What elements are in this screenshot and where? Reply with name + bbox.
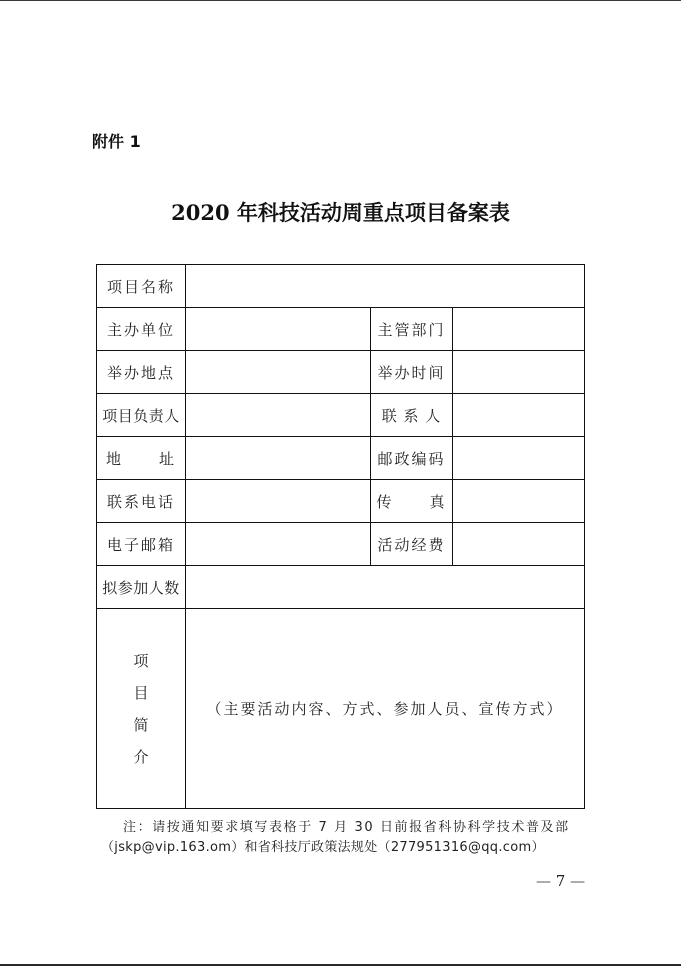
- field-address[interactable]: [186, 437, 371, 480]
- page-number: [536, 872, 585, 890]
- field-event-time[interactable]: [453, 351, 585, 394]
- label-budget: 活动经费: [371, 523, 453, 566]
- field-supervising-dept[interactable]: [453, 308, 585, 351]
- row-phone: [97, 480, 585, 523]
- row-project-intro: [97, 609, 585, 809]
- label-address-text: 地址: [106, 449, 176, 468]
- label-phone: 联系电话: [97, 480, 186, 523]
- label-project-lead: 项目负责人: [97, 394, 186, 437]
- label-participants: 拟参加人数: [97, 566, 186, 609]
- field-project-intro[interactable]: [186, 609, 585, 809]
- row-address: [97, 437, 585, 480]
- row-project-name: [97, 265, 585, 308]
- project-intro-hint: （主要活动内容、方式、参加人员、宣传方式）: [206, 700, 564, 718]
- field-project-lead[interactable]: [186, 394, 371, 437]
- page-dash-right: —: [570, 872, 586, 890]
- field-venue[interactable]: [186, 351, 371, 394]
- page-dash-left: —: [536, 872, 551, 890]
- note-line-2: （jskp@vip.163.om）和省科技厅政策法规处（277951316@qq.com）: [101, 840, 545, 855]
- field-organizer[interactable]: [186, 308, 371, 351]
- row-participants: [97, 566, 585, 609]
- label-supervising-dept: 主管部门: [371, 308, 453, 351]
- label-venue: 举办地点: [97, 351, 186, 394]
- field-email[interactable]: [186, 523, 371, 566]
- note-line-1: 注：请按通知要求填写表格于 7 月 30 日前报省科协科学技术普及部: [123, 820, 570, 835]
- field-contact-person[interactable]: [453, 394, 585, 437]
- field-fax[interactable]: [453, 480, 585, 523]
- label-fax: [371, 480, 453, 523]
- registration-form-table: [96, 264, 585, 809]
- label-fax-text: 传真: [376, 492, 447, 511]
- row-venue: [97, 351, 585, 394]
- intro-char-3: 简: [133, 715, 149, 734]
- form-title: 2020 年科技活动周重点项目备案表: [171, 200, 510, 225]
- attachment-label: 附件 1: [92, 132, 141, 151]
- label-project-intro-vertical: [133, 645, 148, 773]
- row-email: [97, 523, 585, 566]
- label-postal-code: 邮政编码: [371, 437, 453, 480]
- submission-note: [101, 818, 585, 858]
- intro-char-4: 介: [133, 747, 149, 766]
- row-organizer: [97, 308, 585, 351]
- label-contact-person: 联 系 人: [371, 394, 453, 437]
- page-number-value: 7: [555, 872, 566, 890]
- field-postal-code[interactable]: [453, 437, 585, 480]
- label-project-name: 项目名称: [97, 265, 186, 308]
- label-project-intro: [97, 609, 186, 809]
- label-event-time: 举办时间: [371, 351, 453, 394]
- intro-char-2: 目: [133, 683, 149, 702]
- intro-char-1: 项: [133, 651, 149, 670]
- label-organizer: 主办单位: [97, 308, 186, 351]
- field-project-name[interactable]: [186, 265, 585, 308]
- row-project-lead: [97, 394, 585, 437]
- field-participants[interactable]: [186, 566, 585, 609]
- label-email: 电子邮箱: [97, 523, 186, 566]
- page-top-edge: [0, 0, 681, 1]
- label-address: [97, 437, 186, 480]
- field-budget[interactable]: [453, 523, 585, 566]
- field-phone[interactable]: [186, 480, 371, 523]
